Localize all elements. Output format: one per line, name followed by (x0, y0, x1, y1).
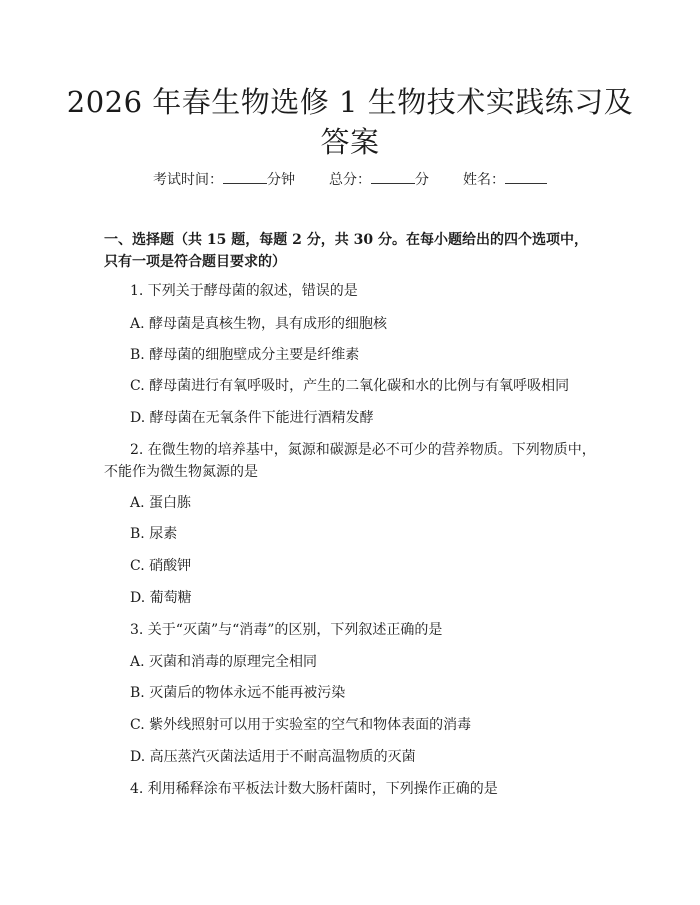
question-3 (104, 619, 596, 641)
time-unit: 分钟 (267, 172, 295, 188)
score-unit: 分 (415, 172, 429, 188)
page-title: 2026 年春生物选修 1 生物技术实践练习及答案 (66, 85, 634, 159)
option-b: B. 尿素 (130, 526, 178, 542)
section-heading: 一、选择题（共 15 题，每题 2 分，共 30 分。在每小题给出的四个选项中，只有一项是符合题目要求的） (104, 232, 588, 270)
option-a: A. 酵母菌是真核生物，具有成形的细胞核 (130, 316, 388, 332)
question-stem: 4. 利用稀释涂布平板法计数大肠杆菌时，下列操作正确的是 (130, 781, 498, 797)
question-stem: 2. 在微生物的培养基中，氮源和碳源是必不可少的营养物质。下列物质中，不能作为微生物氮源的是 (104, 442, 596, 480)
option-c: C. 紫外线照射可以用于实验室的空气和物体表面的消毒 (130, 717, 472, 733)
option-a: A. 蛋白胨 (130, 495, 192, 511)
option-d: D. 高压蒸汽灭菌法适用于不耐高温物质的灭菌 (130, 749, 416, 765)
option-d: D. 酵母菌在无氧条件下能进行酒精发酵 (130, 410, 374, 426)
option-b: B. 酵母菌的细胞壁成分主要是纤维素 (130, 347, 360, 363)
option-d: D. 葡萄糖 (130, 590, 192, 606)
option-c: C. 酵母菌进行有氧呼吸时，产生的二氧化碳和水的比例与有氧呼吸相同 (130, 378, 570, 394)
question-1 (104, 280, 596, 302)
name-blank (505, 171, 547, 184)
score-blank (371, 171, 415, 184)
option-c: C. 硝酸钾 (130, 558, 192, 574)
time-label: 考试时间： (153, 172, 223, 188)
name-label: 姓名： (463, 172, 505, 188)
question-stem: 3. 关于“灭菌”与“消毒”的区别，下列叙述正确的是 (130, 622, 443, 638)
time-blank (223, 171, 267, 184)
exam-meta (0, 169, 700, 189)
question-stem: 1. 下列关于酵母菌的叙述，错误的是 (130, 283, 358, 299)
question-2 (104, 439, 596, 483)
option-a: A. 灭菌和消毒的原理完全相同 (130, 654, 318, 670)
question-4 (104, 778, 596, 800)
score-label: 总分： (329, 172, 371, 188)
option-b: B. 灭菌后的物体永远不能再被污染 (130, 685, 346, 701)
